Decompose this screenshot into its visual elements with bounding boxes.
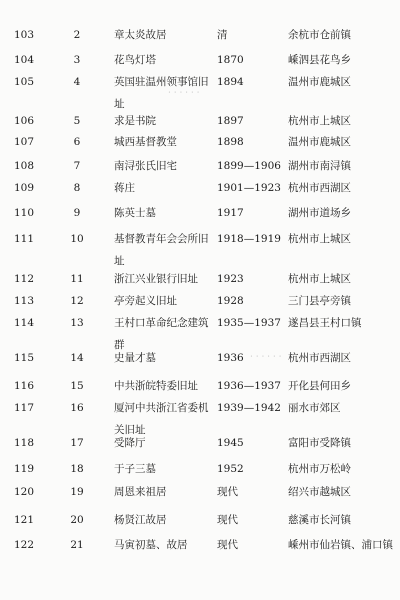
row-number: 11 <box>70 273 84 285</box>
site-name-line: 英国驻温州领事馆旧 <box>114 76 209 88</box>
site-name <box>114 481 210 503</box>
site-location: 嵊泗县花鸟乡 <box>288 54 351 66</box>
row-number: 6 <box>73 136 81 148</box>
site-era: 1894 <box>217 76 244 88</box>
site-location: 杭州市西湖区 <box>288 182 351 194</box>
site-name <box>114 432 210 454</box>
site-location: 杭州市西湖区 <box>288 352 351 364</box>
row-index: 109 <box>14 182 35 194</box>
bleed-through-text: · · · · · · <box>168 86 200 96</box>
site-era: 1935—1937 <box>217 317 281 329</box>
site-name-line: 马寅初墓、故居 <box>114 539 188 551</box>
row-number: 19 <box>70 486 84 498</box>
row-number: 2 <box>73 29 81 41</box>
site-name-line: 陈英士墓 <box>114 207 156 219</box>
site-name-line: 花鸟灯塔 <box>114 54 156 66</box>
site-name <box>114 110 210 132</box>
site-name <box>114 458 210 480</box>
row-number: 15 <box>70 380 84 392</box>
site-era: 1897 <box>217 115 244 127</box>
site-era: 1939—1942 <box>217 402 281 414</box>
site-name-line: 章太炎故居 <box>114 29 167 41</box>
site-location: 三门县亭旁镇 <box>288 295 351 307</box>
row-index: 120 <box>14 486 35 498</box>
site-name-line: 关旧址 <box>114 424 146 436</box>
site-name-line: 群 <box>114 339 125 351</box>
site-location: 湖州市南浔镇 <box>288 160 351 172</box>
site-name-line: 址 <box>114 255 125 267</box>
row-index: 105 <box>14 76 35 88</box>
site-name-line: 受降厅 <box>114 437 146 449</box>
site-era: 1918—1919 <box>217 233 281 245</box>
site-name-line: 杨贤江故居 <box>114 514 167 526</box>
site-name-line: 基督教青年会会所旧 <box>114 233 209 245</box>
row-number: 14 <box>70 352 84 364</box>
site-name-line: 厦河中共浙江省委机 <box>114 402 209 414</box>
site-location: 湖州市道场乡 <box>288 207 351 219</box>
site-era: 1917 <box>217 207 244 219</box>
site-era: 1898 <box>217 136 244 148</box>
site-name <box>114 49 210 71</box>
site-era: 1928 <box>217 295 244 307</box>
site-name-line: 亭旁起义旧址 <box>114 295 177 307</box>
site-location: 绍兴市越城区 <box>288 486 351 498</box>
site-era: 1870 <box>217 54 244 66</box>
site-name-line: 址 <box>114 98 125 110</box>
row-index: 113 <box>14 295 35 307</box>
site-location: 开化县何田乡 <box>288 380 351 392</box>
site-name-line: 南浔张氏旧宅 <box>114 160 177 172</box>
row-index: 107 <box>14 136 35 148</box>
site-location: 遂昌县王村口镇 <box>288 317 362 329</box>
row-number: 12 <box>70 295 84 307</box>
row-number: 17 <box>70 437 84 449</box>
row-index: 108 <box>14 160 35 172</box>
site-name-line: 王村口革命纪念建筑 <box>114 317 209 329</box>
site-location: 杭州市上城区 <box>288 115 351 127</box>
row-number: 7 <box>73 160 81 172</box>
row-number: 5 <box>73 115 81 127</box>
row-index: 117 <box>14 402 35 414</box>
site-era: 清 <box>217 29 228 41</box>
site-era: 1901—1923 <box>217 182 281 194</box>
site-location: 余杭市仓前镇 <box>288 29 351 41</box>
site-location: 嵊州市仙岩镇、浦口镇 <box>288 539 393 551</box>
site-name <box>114 155 210 177</box>
row-number: 4 <box>73 76 81 88</box>
site-era: 现代 <box>217 486 238 498</box>
row-number: 3 <box>73 54 81 66</box>
site-name <box>114 290 210 312</box>
site-location: 富阳市受降镇 <box>288 437 351 449</box>
site-name <box>114 202 210 224</box>
row-number: 21 <box>70 539 84 551</box>
site-location: 丽水市郊区 <box>288 402 341 414</box>
row-index: 114 <box>14 317 35 329</box>
site-location: 杭州市上城区 <box>288 233 351 245</box>
bleed-through-text: · · · · · · <box>250 350 282 360</box>
site-name-line: 中共浙皖特委旧址 <box>114 380 198 392</box>
row-index: 121 <box>14 514 35 526</box>
site-era: 现代 <box>217 514 238 526</box>
site-era: 1899—1906 <box>217 160 281 172</box>
site-name-line: 于子三墓 <box>114 463 156 475</box>
row-index: 111 <box>14 233 35 245</box>
row-number: 10 <box>70 233 84 245</box>
row-number: 8 <box>73 182 81 194</box>
row-number: 9 <box>73 207 81 219</box>
site-location: 杭州市上城区 <box>288 273 351 285</box>
site-location: 杭州市万松岭 <box>288 463 351 475</box>
site-name <box>114 509 210 531</box>
site-name-line: 城西基督教堂 <box>114 136 177 148</box>
row-index: 106 <box>14 115 35 127</box>
site-location: 慈溪市长河镇 <box>288 514 351 526</box>
row-index: 122 <box>14 539 35 551</box>
site-name <box>114 347 210 369</box>
site-name-line: 浙江兴业银行旧址 <box>114 273 198 285</box>
site-era: 1952 <box>217 463 244 475</box>
row-index: 110 <box>14 207 35 219</box>
site-era: 1936—1937 <box>217 380 281 392</box>
row-index: 115 <box>14 352 35 364</box>
row-index: 103 <box>14 29 35 41</box>
site-name-line: 求是书院 <box>114 115 156 127</box>
site-name <box>114 534 210 556</box>
site-name <box>114 228 210 272</box>
site-era: 1936 <box>217 352 244 364</box>
row-number: 13 <box>70 317 84 329</box>
row-index: 104 <box>14 54 35 66</box>
site-name-line: 史量才墓 <box>114 352 156 364</box>
site-era: 1923 <box>217 273 244 285</box>
site-location: 温州市鹿城区 <box>288 76 351 88</box>
site-name <box>114 131 210 153</box>
row-number: 20 <box>70 514 84 526</box>
row-index: 118 <box>14 437 35 449</box>
row-index: 116 <box>14 380 35 392</box>
row-index: 119 <box>14 463 35 475</box>
row-number: 18 <box>70 463 84 475</box>
site-name-line: 蒋庄 <box>114 182 135 194</box>
site-era: 现代 <box>217 539 238 551</box>
row-index: 112 <box>14 273 35 285</box>
site-location: 温州市鹿城区 <box>288 136 351 148</box>
site-name <box>114 268 210 290</box>
site-era: 1945 <box>217 437 244 449</box>
site-name <box>114 375 210 397</box>
site-name-line: 周恩来祖居 <box>114 486 167 498</box>
site-name <box>114 71 210 115</box>
site-name <box>114 177 210 199</box>
site-name <box>114 24 210 46</box>
row-number: 16 <box>70 402 84 414</box>
